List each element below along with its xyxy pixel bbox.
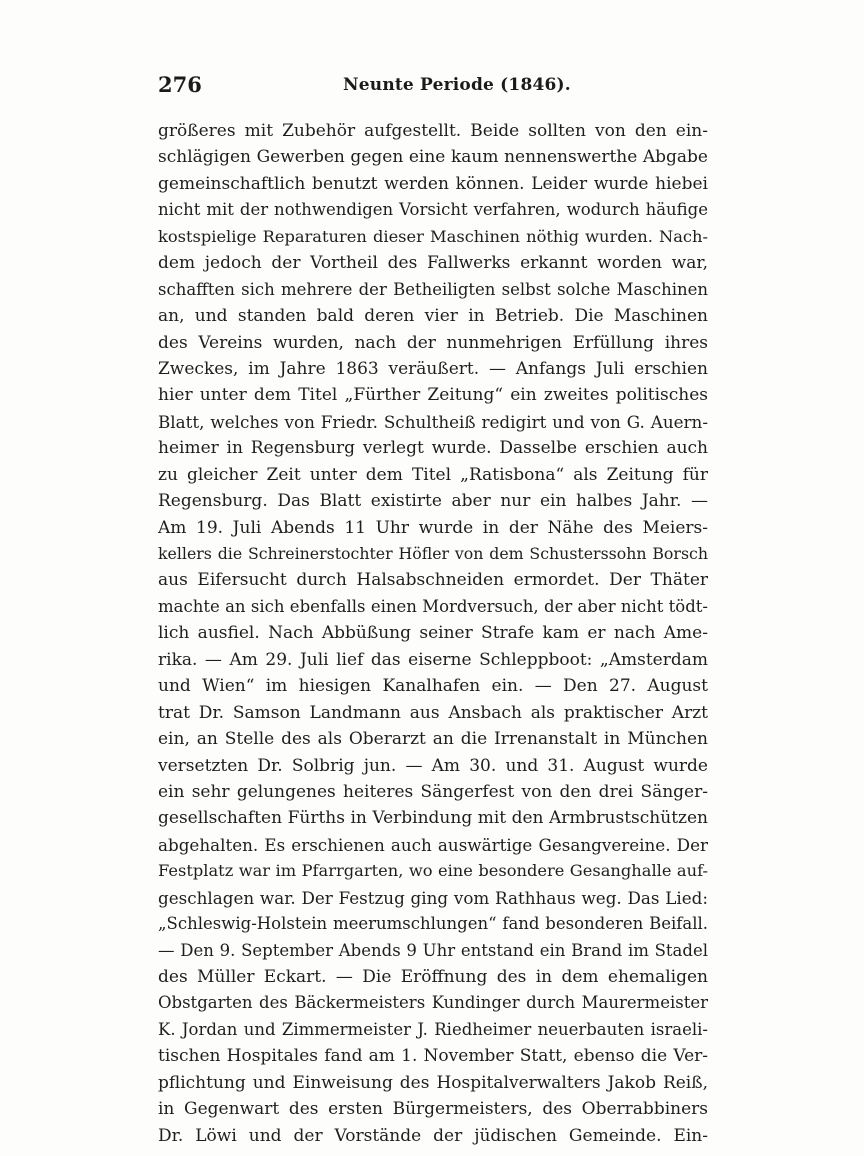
text-line: Zweckes, im Jahre 1863 veräußert. — Anfangs Juli erschien [158,358,708,379]
text-line: ein sehr gelungenes heiteres Sängerfest von den drei Sänger- [158,781,708,802]
text-line: zu gleicher Zeit unter dem Titel „Ratisbona“ als Zeitung für [158,464,708,485]
text-line: geschlagen war. Der Festzug ging vom Rathhaus weg. Das Lied: [158,887,708,908]
text-line: aus Eifersucht durch Halsabschneiden ermordet. Der Thäter [158,570,708,591]
text-line: trat Dr. Samson Landmann aus Ansbach als praktischer Arzt [158,702,708,723]
text-line: K. Jordan und Zimmermeister J. Riedheimer neuerbauten israeli- [158,1019,708,1039]
text-line: nicht mit der nothwendigen Vorsicht verfahren, wodurch häufige [158,200,708,220]
text-line: an, und standen bald deren vier in Betrieb. Die Maschinen [158,306,708,327]
text-line: — Den 9. September Abends 9 Uhr entstand ein Brand im Stadel [158,940,708,960]
page-header [158,72,708,102]
text-line: machte an sich ebenfalls einen Mordversuch, der aber nicht tödt- [158,596,708,616]
text-line: Blatt, welches von Friedr. Schultheiß redigirt und von G. Auern- [158,411,708,432]
text-line: abgehalten. Es erschienen auch auswärtige Gesangvereine. Der [158,834,708,855]
text-line: in Gegenwart des ersten Bürgermeisters, des Oberrabbiners [158,1099,708,1120]
text-line: und Wien“ im hiesigen Kanalhafen ein. — Den 27. August [158,676,708,697]
text-line: tischen Hospitales fand am 1. November Statt, ebenso die Ver- [158,1046,708,1067]
text-line: dem jedoch der Vortheil des Fallwerks erkannt worden war, [158,253,708,274]
text-line: hier unter dem Titel „Fürther Zeitung“ ein zweites politisches [158,385,708,406]
text-line: pflichtung und Einweisung des Hospitalverwalters Jakob Reiß, [158,1072,708,1093]
text-line: ein, an Stelle des als Oberarzt an die Irrenanstalt in München [158,729,708,750]
text-line: schlägigen Gewerben gegen eine kaum nennenswerthe Abgabe [158,147,708,168]
text-line: lich ausfiel. Nach Abbüßung seiner Strafe kam er nach Ame- [158,623,708,644]
text-line: versetzten Dr. Solbrig jun. — Am 30. und 31. August wurde [158,755,708,776]
text-line: Dr. Löwi und der Vorstände der jüdischen Gemeinde. Ein- [158,1125,708,1146]
text-line: Obstgarten des Bäckermeisters Kundinger durch Maurermeister [158,993,708,1013]
text-line: des Vereins wurden, nach der nunmehrigen Erfüllung ihres [158,332,708,353]
running-head: Neunte Periode (1846). [343,75,571,95]
text-line: kostspielige Reparaturen dieser Maschinen nöthig wurden. Nach- [158,226,708,246]
text-line: des Müller Eckart. — Die Eröffnung des in dem ehemaligen [158,967,708,987]
text-line: größeres mit Zubehör aufgestellt. Beide sollten von den ein- [158,121,708,141]
text-line: heimer in Regensburg verlegt wurde. Dasselbe erschien auch [158,438,708,459]
body-text [158,118,708,1149]
text-line: Festplatz war im Pfarrgarten, wo eine besondere Gesanghalle auf- [158,861,708,881]
text-line: gesellschaften Fürths in Verbindung mit den Armbrustschützen [158,808,708,829]
text-line: rika. — Am 29. Juli lief das eiserne Schleppboot: „Amsterdam [158,649,708,670]
text-line: schafften sich mehrere der Betheiligten selbst solche Maschinen [158,279,708,299]
text-line: gemeinschaftlich benutzt werden können. Leider wurde hiebei [158,173,708,194]
text-line: Regensburg. Das Blatt existirte aber nur ein halbes Jahr. — [158,491,708,512]
text-line: Am 19. Juli Abends 11 Uhr wurde in der Nähe des Meiers- [158,517,708,538]
text-line: kellers die Schreinerstochter Höfler von dem Schusterssohn Borsch [158,544,708,563]
text-line: „Schleswig-Holstein meerumschlungen“ fand besonderen Beifall. [158,914,708,934]
page-number: 276 [158,72,202,97]
